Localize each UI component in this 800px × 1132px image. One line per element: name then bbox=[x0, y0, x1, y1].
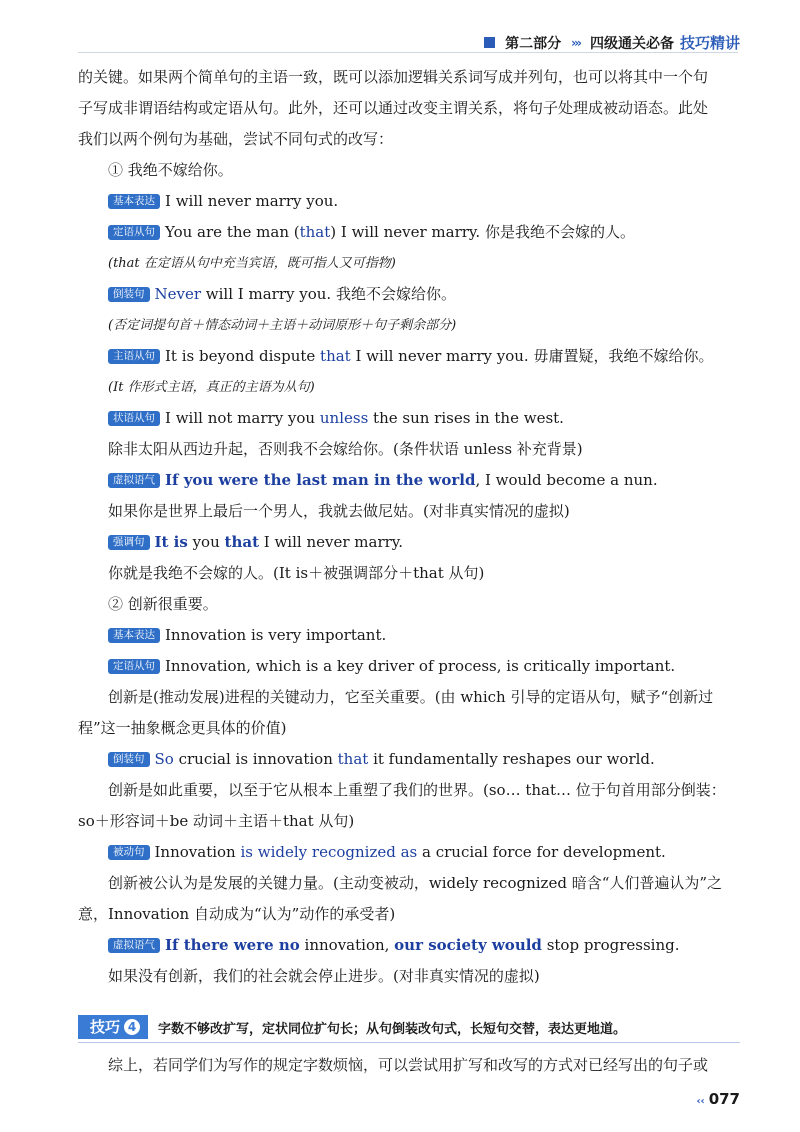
double-chevron-icon: ‹‹ bbox=[696, 1096, 705, 1107]
sentence-part: stop progressing. bbox=[541, 936, 680, 954]
example-adverbial bbox=[78, 403, 740, 434]
paragraph-line: 的关键。如果两个简单句的主语一致，既可以添加逻辑关系词写成并列句，也可以将其中一个句 bbox=[78, 68, 709, 86]
sentence-part: You are the man ( bbox=[165, 223, 300, 241]
highlight: Never bbox=[154, 285, 202, 303]
sentence-part: you bbox=[187, 533, 225, 551]
header-part: 第二部分 bbox=[505, 35, 562, 52]
sentence: Innovation, which is a key driver of process, is critically important. bbox=[165, 657, 676, 675]
tag-basic: 基本表达 bbox=[108, 194, 160, 209]
highlight: our society would bbox=[394, 936, 542, 954]
sentence-part: innovation, bbox=[299, 936, 395, 954]
example-subjunctive bbox=[78, 930, 740, 961]
paragraph-line: 我们以两个例句为基础，尝试不同句式的改写： bbox=[78, 130, 394, 148]
translation: 程”这一抽象概念更具体的价值) bbox=[78, 719, 287, 737]
highlight: that bbox=[320, 347, 351, 365]
tip-label-box bbox=[78, 1015, 148, 1039]
example-attributive bbox=[78, 651, 740, 682]
example-basic bbox=[78, 620, 740, 651]
example-passive bbox=[78, 837, 740, 868]
paragraph-line: 综上，若同学们为写作的规定字数烦恼，可以尝试用扩写和改写的方式对已经写出的句子或 bbox=[108, 1056, 709, 1074]
translation: 意，Innovation 自动成为“认为”动作的承受者) bbox=[78, 905, 396, 923]
paragraph-line: 子写成非谓语结构或定语从句。此外，还可以通过改变主谓关系，将句子处理成被动语态。此处 bbox=[78, 99, 709, 117]
sentence-part: ) I will never marry. 你是我绝不会嫁的人。 bbox=[330, 223, 635, 241]
translation: 你就是我绝不会嫁的人。(It is＋被强调部分＋that 从句) bbox=[108, 564, 485, 582]
translation: 如果你是世界上最后一个男人，我就去做尼姑。(对非真实情况的虚拟) bbox=[108, 502, 570, 520]
tag-inversion: 倒装句 bbox=[108, 287, 150, 302]
highlight: is widely recognized as bbox=[240, 843, 418, 861]
example-inversion bbox=[78, 744, 740, 775]
sentence-part: I will not marry you bbox=[165, 409, 320, 427]
triple-chevron-icon: ››› bbox=[571, 35, 580, 50]
example-attributive bbox=[78, 217, 740, 248]
tag-subject-clause: 主语从句 bbox=[108, 349, 160, 364]
page-number-text: 077 bbox=[708, 1090, 740, 1108]
highlight: If there were no bbox=[165, 936, 300, 954]
tag-subjunctive: 虚拟语气 bbox=[108, 938, 160, 953]
square-bullet-icon bbox=[484, 37, 495, 48]
tag-subjunctive: 虚拟语气 bbox=[108, 473, 160, 488]
highlight: that bbox=[337, 750, 369, 768]
tip-number-badge: 4 bbox=[124, 1019, 140, 1035]
header-accent: 技巧精讲 bbox=[679, 34, 740, 52]
tag-adverbial: 状语从句 bbox=[108, 411, 160, 426]
translation: 创新被公认为是发展的关键力量。(主动变被动，widely recognized 暗含“人们普遍认为”之 bbox=[108, 874, 723, 892]
highlight: that bbox=[224, 533, 259, 551]
example-basic bbox=[78, 186, 740, 217]
tag-basic: 基本表达 bbox=[108, 628, 160, 643]
translation: 创新是(推动发展)进程的关键动力，它至关重要。(由 which 引导的定语从句，赋予“创新过 bbox=[108, 688, 714, 706]
tag-attributive: 定语从句 bbox=[108, 225, 160, 240]
sentence-part: I will never marry you. 毋庸置疑，我绝不嫁给你。 bbox=[350, 347, 714, 365]
sentence-part: a crucial force for development. bbox=[417, 843, 666, 861]
highlight: that bbox=[299, 223, 331, 241]
tag-attributive: 定语从句 bbox=[108, 659, 160, 674]
header-section: 四级通关必备 bbox=[589, 35, 674, 52]
sentence-part: It is beyond dispute bbox=[165, 347, 321, 365]
example-title: ② 创新很重要。 bbox=[108, 595, 218, 613]
highlight: It is bbox=[154, 533, 188, 551]
tag-emphatic: 强调句 bbox=[108, 535, 150, 550]
tag-passive: 被动句 bbox=[108, 845, 150, 860]
sentence-part: Innovation bbox=[154, 843, 241, 861]
grammar-note: (否定词提句首＋情态动词＋主语＋动词原形＋句子剩余部分) bbox=[108, 318, 457, 333]
tip-label: 技巧 bbox=[90, 1018, 121, 1036]
example-subject-clause bbox=[78, 341, 740, 372]
highlight: If you were the last man in the world bbox=[165, 471, 476, 489]
sentence-part: it fundamentally reshapes our world. bbox=[368, 750, 655, 768]
example-title: ① 我绝不嫁给你。 bbox=[108, 161, 233, 179]
tip-text: 字数不够改扩写，定状同位扩句长；从句倒装改句式，长短句交替，表达更地道。 bbox=[158, 1021, 627, 1037]
sentence: I will never marry you. bbox=[165, 192, 339, 210]
tag-inversion: 倒装句 bbox=[108, 752, 150, 767]
tip-banner bbox=[78, 1015, 740, 1039]
page-number bbox=[696, 1090, 740, 1108]
sentence-part: the sun rises in the west. bbox=[368, 409, 564, 427]
example-subjunctive bbox=[78, 465, 740, 496]
highlight: So bbox=[154, 750, 174, 768]
sentence-part: will I marry you. 我绝不会嫁给你。 bbox=[201, 285, 456, 303]
running-header bbox=[484, 32, 740, 53]
translation: 如果没有创新，我们的社会就会停止进步。(对非真实情况的虚拟) bbox=[108, 967, 540, 985]
sentence-part: , I would become a nun. bbox=[475, 471, 658, 489]
tip-divider bbox=[78, 1042, 740, 1043]
grammar-note: (that 在定语从句中充当宾语，既可指人又可指物) bbox=[108, 256, 396, 271]
header-divider bbox=[78, 52, 738, 53]
highlight: unless bbox=[319, 409, 369, 427]
sentence-part: I will never marry. bbox=[259, 533, 404, 551]
translation: 除非太阳从西边升起，否则我不会嫁给你。(条件状语 unless 补充背景) bbox=[108, 440, 583, 458]
page-body bbox=[78, 62, 740, 992]
translation: 创新是如此重要，以至于它从根本上重塑了我们的世界。(so… that… 位于句首用部分倒装： bbox=[108, 781, 726, 799]
example-emphatic bbox=[78, 527, 740, 558]
example-inversion bbox=[78, 279, 740, 310]
translation: so＋形容词＋be 动词＋主语＋that 从句) bbox=[78, 812, 355, 830]
grammar-note: (It 作形式主语，真正的主语为从句) bbox=[108, 380, 315, 395]
sentence-part: crucial is innovation bbox=[173, 750, 338, 768]
sentence: Innovation is very important. bbox=[165, 626, 387, 644]
